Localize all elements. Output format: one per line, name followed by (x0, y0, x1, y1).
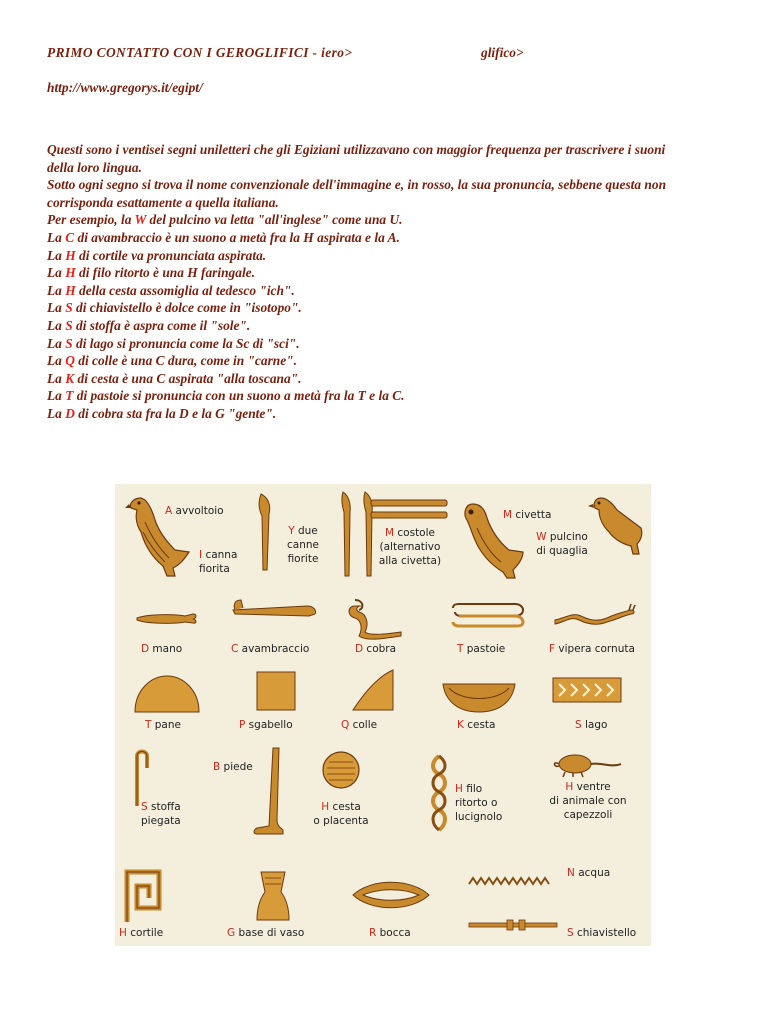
glyph-label (341, 718, 377, 732)
example-post: di lago si pronuncia come la Sc di "sci". (72, 335, 300, 351)
glyph-label (231, 642, 309, 656)
example-letter: S (65, 335, 73, 351)
glyph-name: colle (349, 719, 378, 731)
glyph-letter: T (457, 643, 464, 655)
example-pre: La (47, 317, 66, 333)
glyph-label (527, 530, 597, 558)
twisted-wick-icon (429, 754, 449, 832)
example-pre: La (47, 300, 66, 316)
glyph-letter: M (385, 527, 395, 539)
glyph-label (355, 642, 396, 656)
bread-loaf-icon (133, 674, 201, 714)
glyph-letter: W (536, 531, 547, 543)
mouth-icon (351, 880, 431, 910)
courtyard-icon (123, 868, 163, 924)
example-post: di cesta è una C aspirata "alla toscana". (74, 370, 302, 386)
glyph-label (369, 926, 411, 940)
glyph-name: mano (149, 643, 183, 655)
example-letter: H (65, 282, 76, 298)
glyph-letter: S (141, 801, 148, 813)
example-line (47, 352, 666, 370)
glyph-name: civetta (512, 509, 552, 521)
example-pre: La (47, 335, 66, 351)
glyph-name-line3: fiorite (287, 553, 319, 565)
lake-pool-icon (551, 676, 623, 704)
glyph-letter: I (199, 549, 203, 561)
tether-icon (449, 602, 525, 628)
animal-belly-icon (551, 750, 623, 778)
glyph-label (365, 526, 455, 568)
glyph-letter: H (565, 781, 574, 793)
glyph-letter: F (549, 643, 556, 655)
glyph-letter: T (145, 719, 152, 731)
glyph-name-line2: piegata (141, 815, 181, 827)
glyph-name-line2: o placenta (313, 815, 369, 827)
glyph-name: cesta (329, 801, 361, 813)
glyph-letter: G (227, 927, 236, 939)
glyph-label (533, 780, 643, 822)
glyph-label (141, 800, 181, 828)
glyph-name-line2: canne (287, 539, 319, 551)
example-letter: S (65, 317, 73, 333)
example-post: di pastoie si pronuncia con un suono a metà fra la T e la C. (73, 388, 405, 404)
horned-viper-icon (553, 602, 637, 626)
glyph-label (575, 718, 607, 732)
glyph-name: vipera cornuta (555, 643, 635, 655)
jar-stand-icon (253, 870, 293, 922)
ribs-icon (369, 498, 449, 524)
source-url[interactable]: http://www.gregorys.it/egipt/ (47, 80, 203, 95)
glyph-label (119, 926, 163, 940)
glyph-name: pastoie (463, 643, 506, 655)
hill-slope-icon (351, 668, 395, 712)
glyph-name: pane (151, 719, 181, 731)
example-letter: D (65, 405, 75, 421)
example-line (47, 299, 666, 317)
example-line (47, 370, 666, 388)
glyph-label (213, 760, 253, 774)
glyph-name: piede (220, 761, 253, 773)
glyph-name: cesta (463, 719, 496, 731)
glyph-name: avambraccio (238, 643, 310, 655)
glyph-name: chiavistello (573, 927, 637, 939)
hand-icon (135, 610, 199, 628)
glyph-letter: N (567, 867, 575, 879)
basket-icon (441, 680, 517, 714)
example-pre: La (47, 282, 66, 298)
example-pre: La (47, 265, 66, 281)
glyph-letter: H (321, 801, 330, 813)
glyph-letter: R (369, 927, 377, 939)
example-line (47, 317, 666, 335)
intro-line: Sotto ogni segno si trova il nome convenzionale dell'immagine e, in rosso, la sua pronuncia, sebbene questa non (47, 177, 667, 193)
glyph-name-line2: ritorto o (455, 797, 498, 809)
example-pre: La (47, 353, 66, 369)
glyph-name: lago (581, 719, 608, 731)
example-letter: H (65, 265, 76, 281)
glyph-label (567, 926, 636, 940)
glyph-name-line3: capezzoli (563, 809, 613, 821)
example-line (47, 247, 666, 265)
example-letter: T (65, 388, 74, 404)
example-post: di colle è una C dura, come in "carne". (74, 353, 297, 369)
glyph-letter: K (457, 719, 464, 731)
glyph-label (145, 718, 181, 732)
glyph-name: ventre (573, 781, 611, 793)
glyph-name: bocca (376, 927, 411, 939)
example-post: di cobra sta fra la D e la G "gente". (74, 405, 277, 421)
example-line (47, 405, 666, 423)
page-title-suffix: glifico> (481, 45, 524, 60)
glyph-label (503, 508, 551, 522)
glyph-letter: Q (341, 719, 350, 731)
glyph-label (457, 718, 495, 732)
stool-icon (255, 670, 297, 712)
example-letter: K (65, 370, 75, 386)
example-line (47, 335, 666, 353)
glyph-name-line3: alla civetta) (378, 555, 442, 567)
glyph-letter: A (165, 505, 173, 517)
glyph-letter: D (355, 643, 364, 655)
intro-line: Questi sono i ventisei segni uniletteri che gli Egiziani utilizzavano con maggior frequenza per trascrivere i suoni (47, 142, 666, 157)
glyph-name: stoffa (147, 801, 181, 813)
example-letter: Q (65, 353, 75, 369)
example-post: della cesta assomiglia al tedesco "ich". (75, 282, 295, 298)
glyph-label (263, 524, 343, 566)
folded-cloth-icon (129, 748, 151, 808)
cobra-icon (345, 598, 405, 644)
glyph-name-line2: (alternativo (379, 541, 441, 553)
forearm-icon (231, 598, 319, 626)
glyph-letter: C (231, 643, 239, 655)
example-line (47, 211, 666, 229)
example-pre: La (47, 247, 66, 263)
glyph-letter: Y (288, 525, 295, 537)
glyph-name: pulcino (546, 531, 588, 543)
glyph-label (301, 800, 381, 828)
hieroglyph-chart (115, 484, 651, 946)
glyph-name: filo (462, 783, 483, 795)
glyph-name-line2: di animale con (549, 795, 627, 807)
glyph-name: acqua (574, 867, 611, 879)
glyph-letter: H (455, 783, 463, 795)
example-pre: La (47, 370, 66, 386)
glyph-label (227, 926, 304, 940)
example-line (47, 387, 666, 405)
example-letter: W (134, 212, 147, 228)
glyph-name-line3: lucignolo (455, 811, 503, 823)
example-pre: La (47, 229, 66, 245)
glyph-name: base di vaso (235, 927, 305, 939)
glyph-letter: S (567, 927, 574, 939)
example-post: di cortile va pronunciata aspirata. (75, 247, 267, 263)
glyph-name: cortile (126, 927, 164, 939)
example-line (47, 282, 666, 300)
example-pre: Per esempio, la (47, 212, 135, 228)
example-pre: La (47, 388, 66, 404)
example-post: di filo ritorto è una H faringale. (75, 265, 255, 281)
glyph-name-line2: fiorita (199, 563, 230, 575)
glyph-letter: B (213, 761, 221, 773)
glyph-label (567, 866, 610, 880)
glyph-letter: M (503, 509, 513, 521)
foot-icon (251, 746, 285, 836)
glyph-name: due (294, 525, 318, 537)
glyph-label (239, 718, 293, 732)
glyph-label (141, 642, 182, 656)
intro-line: della loro lingua. (47, 159, 142, 175)
glyph-name: avvoltoio (172, 505, 224, 517)
example-post: del pulcino va letta "all'inglese" come una U. (146, 212, 403, 228)
glyph-label (549, 642, 635, 656)
glyph-label (457, 642, 505, 656)
glyph-label (199, 548, 237, 576)
intro-line: corrisponda esattamente a quella italiana. (47, 194, 279, 210)
example-letter: C (65, 229, 75, 245)
glyph-letter: P (239, 719, 246, 731)
example-post: di stoffa è aspra come il "sole". (72, 317, 251, 333)
example-post: di chiavistello è dolce come in "isotopo". (72, 300, 302, 316)
placenta-disc-icon (321, 750, 361, 790)
glyph-label (455, 782, 502, 824)
page-title: PRIMO CONTATTO CON I GEROGLIFICI - iero> (47, 45, 353, 60)
glyph-name: sgabello (245, 719, 293, 731)
example-line (47, 229, 666, 247)
glyph-letter: H (119, 927, 127, 939)
example-letter: S (65, 300, 73, 316)
glyph-letter: D (141, 643, 150, 655)
glyph-letter: S (575, 719, 582, 731)
glyph-label (165, 504, 224, 518)
example-letter: H (65, 247, 76, 263)
glyph-name-line2: di quaglia (536, 545, 588, 557)
glyph-name: cobra (363, 643, 397, 655)
water-ripple-icon (467, 874, 551, 888)
glyph-name: canna (202, 549, 238, 561)
intro-text (47, 141, 666, 423)
glyph-name: costole (394, 527, 435, 539)
example-pre: La (47, 405, 66, 421)
example-line (47, 264, 666, 282)
example-post: di avambraccio è un suono a metà fra la H aspirata e la A. (74, 229, 400, 245)
door-bolt-icon (467, 918, 559, 932)
